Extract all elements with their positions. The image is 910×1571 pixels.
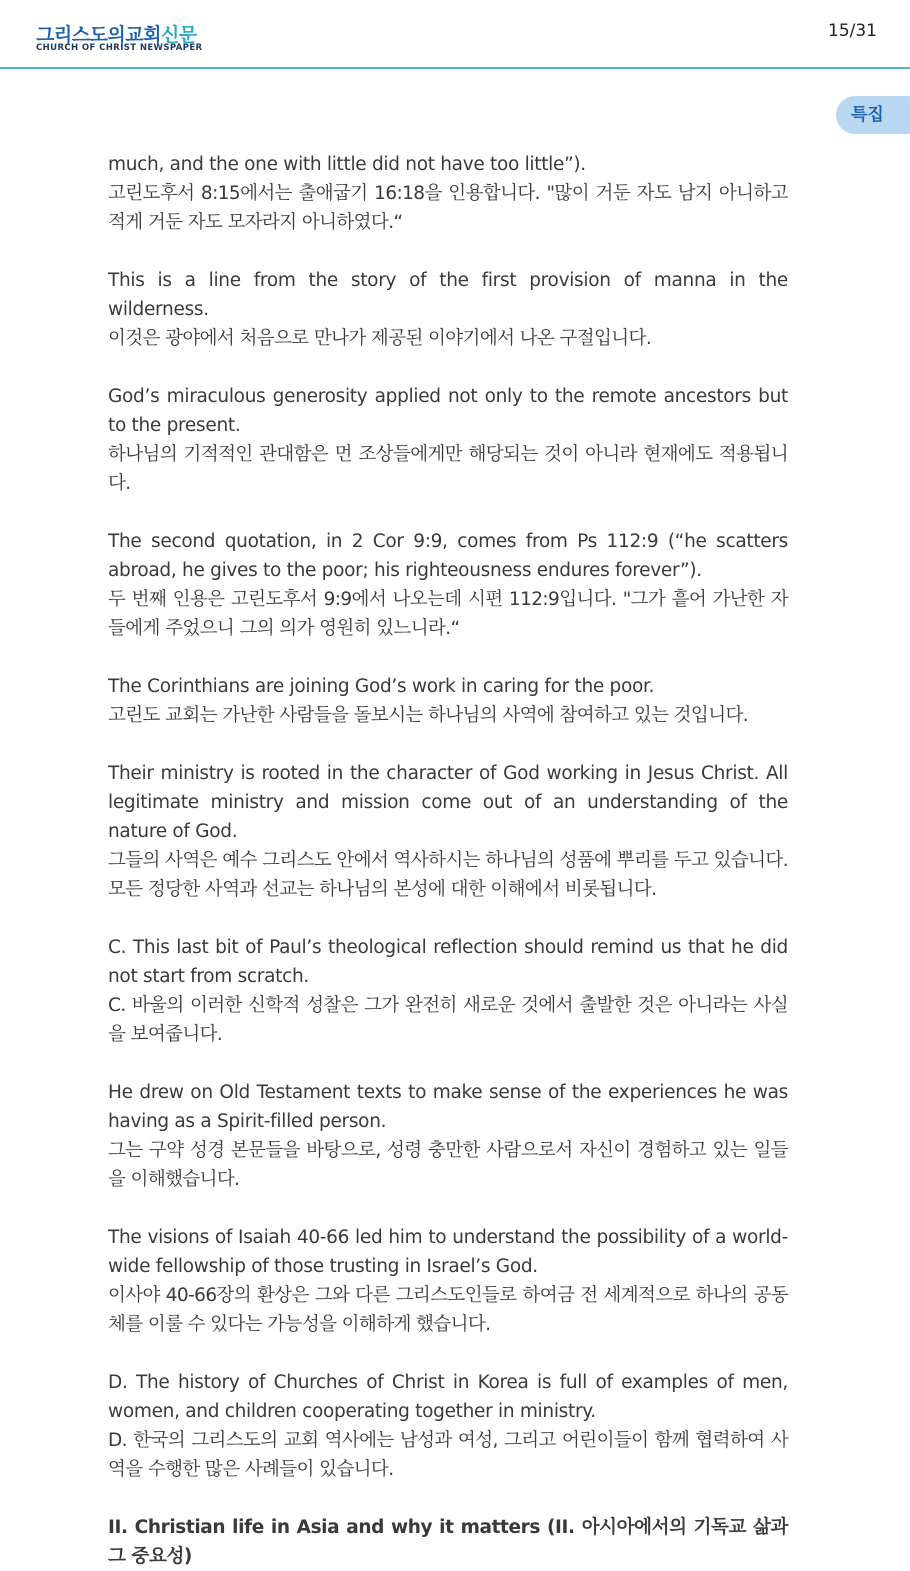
paragraph-english: The second quotation, in 2 Cor 9:9, comes from Ps 112:9 (“he scatters abroad, he gives to the poor; his righteousness endures forever”). xyxy=(108,531,788,581)
paragraph-korean: 이것은 광야에서 처음으로 만나가 제공된 이야기에서 나온 구절입니다. xyxy=(108,328,652,349)
paragraph xyxy=(108,266,788,353)
paragraph-english: much, and the one with little did not have too little”). xyxy=(108,154,586,175)
paragraph-english: The Corinthians are joining God’s work in caring for the poor. xyxy=(108,676,655,697)
paragraph xyxy=(108,150,788,237)
paragraph xyxy=(108,759,788,904)
paragraph-english: The visions of Isaiah 40-66 led him to understand the possibility of a world-wide fellowship of those trusting in Israel’s God. xyxy=(108,1227,788,1277)
paragraph xyxy=(108,933,788,1049)
paragraph-korean: C. 바울의 이러한 신학적 성찰은 그가 완전히 새로운 것에서 출발한 것은 아니라는 사실을 보여줍니다. xyxy=(108,995,788,1045)
paragraph-korean: D. 한국의 그리스도의 교회 역사에는 남성과 여성, 그리고 어린이들이 함께 협력하여 사역을 수행한 많은 사례들이 있습니다. xyxy=(108,1430,788,1480)
article-body xyxy=(108,150,788,1571)
paragraph-korean: 그들의 사역은 예수 그리스도 안에서 역사하시는 하나님의 성품에 뿌리를 두고 있습니다. 모든 정당한 사역과 선교는 하나님의 본성에 대한 이해에서 비롯됩니다. xyxy=(108,850,788,900)
paragraph xyxy=(108,382,788,498)
paragraph-korean: 고린도후서 8:15에서는 출애굽기 16:18을 인용합니다. "많이 거둔 자도 남지 아니하고 적게 거둔 자도 모자라지 아니하였다.“ xyxy=(108,183,788,233)
logo-korean-main: 그리스도의교회 xyxy=(36,24,161,46)
paragraph-korean: 그는 구약 성경 본문들을 바탕으로, 성령 충만한 사람으로서 자신이 경험하고 있는 일들을 이해했습니다. xyxy=(108,1140,788,1190)
paragraph-english: He drew on Old Testament texts to make sense of the experiences he was having as a Spirit-filled person. xyxy=(108,1082,788,1132)
section-heading: II. Christian life in Asia and why it matters (II. 아시아에서의 기독교 삶과 그 중요성) xyxy=(108,1517,788,1567)
logo-english-subtitle: CHURCH OF CHRIST NEWSPAPER xyxy=(36,43,203,53)
paragraph-korean: 이사야 40-66장의 환상은 그와 다른 그리스도인들로 하여금 전 세계적으로 하나의 공동체를 이룰 수 있다는 가능성을 이해하게 했습니다. xyxy=(108,1285,788,1335)
section-tag: 특집 xyxy=(836,96,910,134)
paragraph xyxy=(108,1368,788,1484)
paragraph xyxy=(108,527,788,643)
paragraph-korean: 고린도 교회는 가난한 사람들을 돌보시는 하나님의 사역에 참여하고 있는 것입니다. xyxy=(108,705,749,726)
page-number: 15/31 xyxy=(828,21,877,41)
logo-korean-accent: 신문 xyxy=(160,24,197,46)
paragraph-english: This is a line from the story of the first provision of manna in the wilderness. xyxy=(108,270,788,320)
paragraph xyxy=(108,1223,788,1339)
paragraph-english: C. This last bit of Paul’s theological reflection should remind us that he did not start from scratch. xyxy=(108,937,788,987)
page-header xyxy=(0,0,910,69)
paragraph xyxy=(108,1078,788,1194)
paragraph-english: God’s miraculous generosity applied not only to the remote ancestors but to the present. xyxy=(108,386,788,436)
paragraph-english: Their ministry is rooted in the character of God working in Jesus Christ. All legitimate ministry and mission come out of an understanding of the nature of God. xyxy=(108,763,788,842)
paragraph xyxy=(108,672,788,730)
paragraph-korean: 두 번째 인용은 고린도후서 9:9에서 나오는데 시편 112:9입니다. "그가 흩어 가난한 자들에게 주었으니 그의 의가 영원히 있느니라.“ xyxy=(108,589,788,639)
paragraph-english: D. The history of Churches of Christ in Korea is full of examples of men, women, and children cooperating together in ministry. xyxy=(108,1372,788,1422)
paragraph-korean: 하나님의 기적적인 관대함은 먼 조상들에게만 해당되는 것이 아니라 현재에도 적용됩니다. xyxy=(108,444,788,494)
